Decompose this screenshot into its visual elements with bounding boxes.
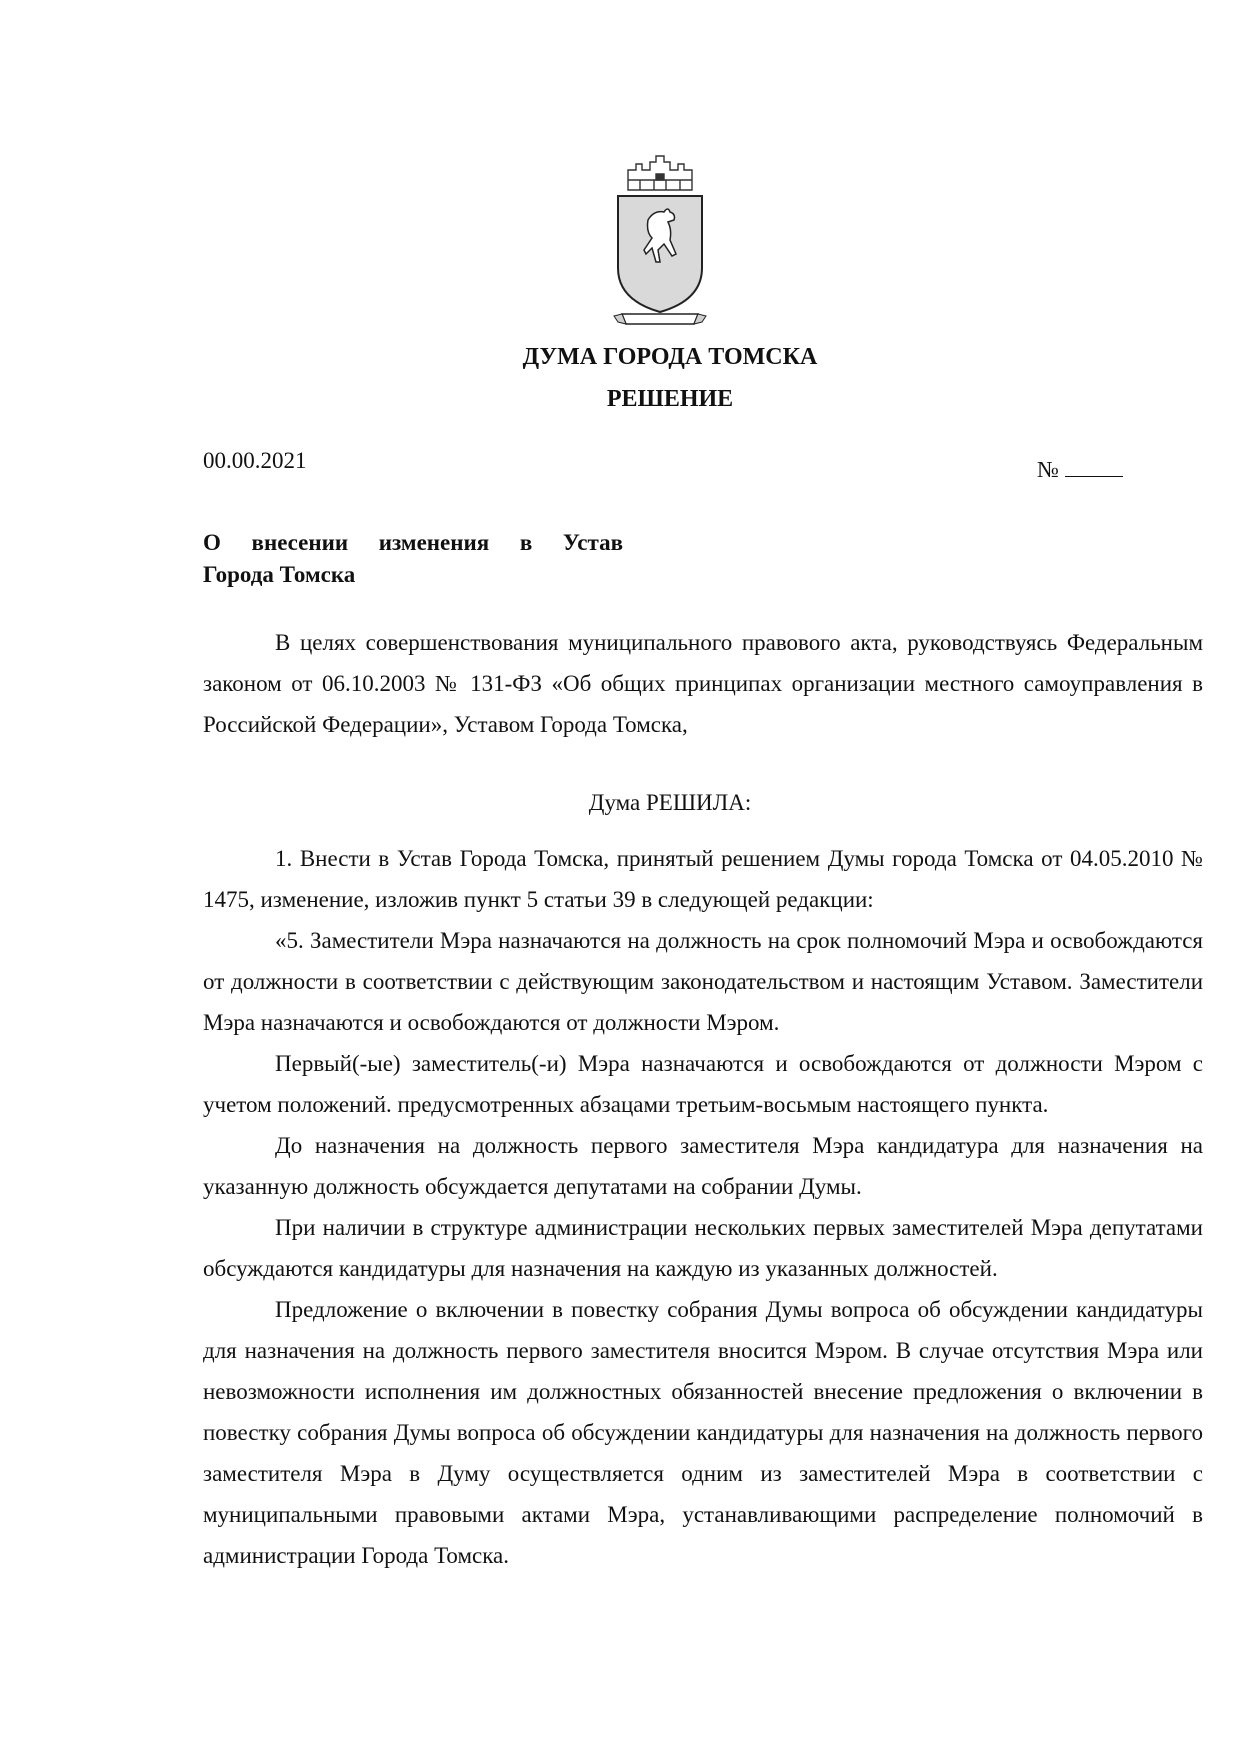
paragraph-6: Предложение о включении в повестку собрания Думы вопроса об обсуждении кандидатуры для назначения на должность первого заместителя вносится Мэром. В случае отсутствия Мэра или невозможности исполнения им должностных обязанностей внесение предложения о включении в повестку собрания Думы вопроса об обсуждении кандидатуры для назначения на должность первого заместителя Мэра в Думу осуществляется одним из заместителей Мэра в соответствии с муниципальными правовыми актами Мэра, устанавливающими распределение полномочий в администрации Города Томска. [203, 1297, 1203, 1568]
preamble [203, 622, 1203, 745]
decision-body [203, 838, 1203, 1576]
number-blank-line [1065, 456, 1123, 477]
document-date: 00.00.2021 [203, 448, 307, 473]
number-label: № [1037, 457, 1059, 482]
subject-line-1: О внесении изменения в Устав [203, 530, 623, 555]
subject-line-2: Города Томска [203, 562, 356, 587]
tomsk-coat-of-arms-icon [610, 150, 710, 326]
decision-subject [203, 527, 623, 591]
decided-heading: Дума РЕШИЛА: [588, 790, 752, 815]
document-number [1037, 456, 1123, 483]
paragraph-2: «5. Заместители Мэра назначаются на должность на срок полномочий Мэра и освобождаются от должности в соответствии с действующим законодательством и настоящим Уставом. Заместители Мэра назначаются и освобождаются от должности Мэром. [203, 928, 1203, 1035]
organization-heading: ДУМА ГОРОДА ТОМСКА [522, 344, 818, 370]
paragraph-3: Первый(-ые) заместитель(-и) Мэра назначаются и освобождаются от должности Мэром с учетом положений. предусмотренных абзацами третьим-восьмым настоящего пункта. [203, 1051, 1203, 1117]
document-type-heading: РЕШЕНИЕ [606, 386, 734, 412]
paragraph-1: 1. Внести в Устав Города Томска, принятый решением Думы города Томска от 04.05.2010 № 1475, изменение, изложив пункт 5 статьи 39 в следующей редакции: [203, 846, 1203, 912]
paragraph-5: При наличии в структуре администрации нескольких первых заместителей Мэра депутатами обсуждаются кандидатуры для назначения на каждую из указанных должностей. [203, 1215, 1203, 1281]
preamble-text: В целях совершенствования муниципального правового акта, руководствуясь Федеральным законом от 06.10.2003 № 131-ФЗ «Об общих принципах организации местного самоуправления в Российской Федерации», Уставом Города Томска, [203, 630, 1203, 737]
paragraph-4: До назначения на должность первого заместителя Мэра кандидатура для назначения на указанную должность обсуждается депутатами на собрании Думы. [203, 1133, 1203, 1199]
